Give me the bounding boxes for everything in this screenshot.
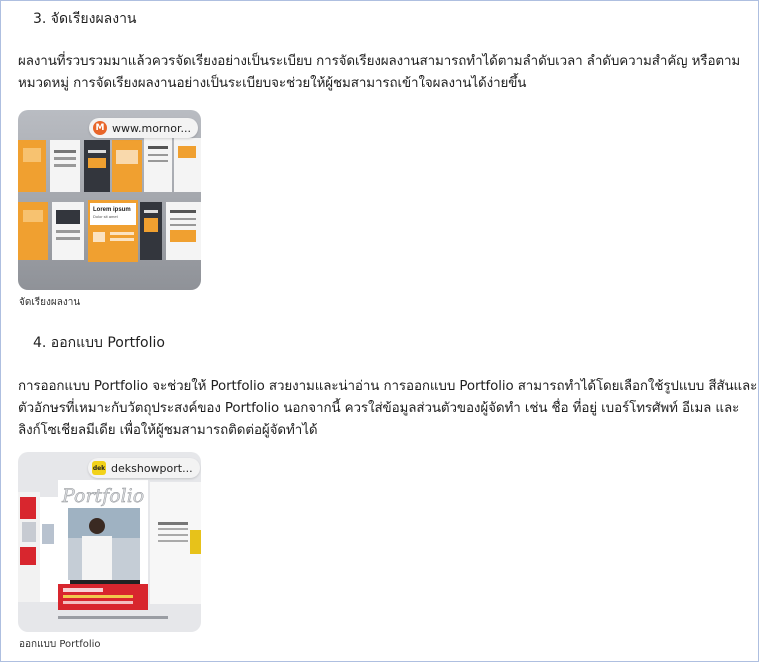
source-chip-label: www.mornor... — [112, 121, 191, 135]
mornor-logo-icon: M — [93, 121, 107, 135]
cover-title-text: Portfolio — [62, 485, 145, 507]
arrange-work-image[interactable] — [18, 110, 201, 290]
section-4-heading: 4. ออกแบบ Portfolio — [33, 335, 165, 351]
dekshowport-logo-icon: dek — [92, 461, 106, 475]
portfolio-cover-mockup — [18, 452, 201, 632]
source-chip-label: dekshowport... — [111, 461, 193, 475]
design-portfolio-image[interactable] — [18, 452, 201, 632]
design-portfolio-caption: ออกแบบ Portfolio — [19, 639, 101, 650]
section-4-paragraph: การออกแบบ Portfolio จะช่วยให้ Portfolio สวยงามและน่าอ่าน การออกแบบ Portfolio สามารถทำได้โดยเลือกใช้รูปแบบ สีสันและตัวอักษรที่เหมาะกับวัตถุประสงค์ของ Portfolio นอกจากนี้ ควรใส่ข้อมูลส่วนตัวของผู้จัดทำ เช่น ชื่อ ที่อยู่ เบอร์โทรศัพท์ อีเมล และลิงก์โซเชียลมีเดีย เพื่อให้ผู้ชมสามารถติดต่อผู้จัดทำได้ — [18, 379, 758, 438]
section-3-heading: 3. จัดเรียงผลงาน — [33, 11, 137, 27]
section-3-paragraph: ผลงานที่รวบรวมมาแล้วควรจัดเรียงอย่างเป็นระเบียบ การจัดเรียงผลงานสามารถทำได้ตามลำดับเวลา ลำดับความสำคัญ หรือตามหมวดหมู่ การจัดเรียงผลงานอย่างเป็นระเบียบจะช่วยให้ผู้ชมสามารถเข้าใจผลงานได้ง่ายขึ้น — [18, 54, 741, 91]
arrange-work-caption: จัดเรียงผลงาน — [19, 297, 81, 308]
source-chip[interactable] — [89, 118, 198, 138]
mock-subtitle-text: Dolor sit amet — [93, 214, 118, 219]
source-chip[interactable] — [88, 458, 200, 478]
mock-title-text: Lorem ipsum — [93, 207, 131, 213]
